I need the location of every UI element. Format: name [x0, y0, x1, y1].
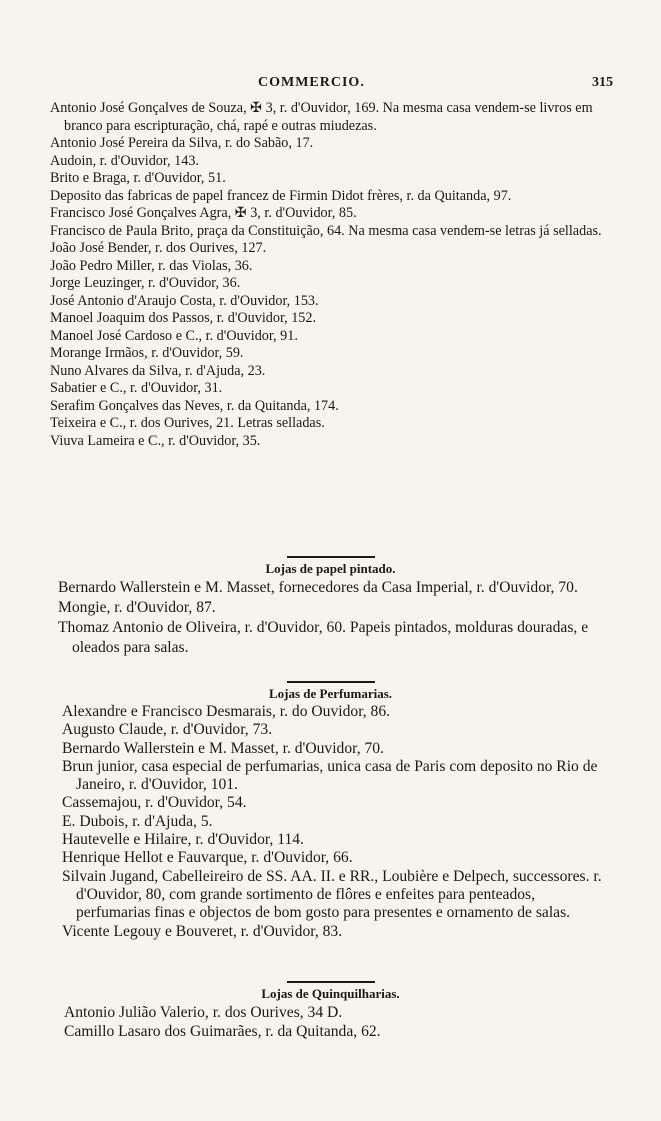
divider [287, 981, 375, 983]
list-item: João José Bender, r. dos Ourives, 127. [50, 240, 267, 256]
list-item: Henrique Hellot e Fauvarque, r. d'Ouvidor, 66. [62, 849, 353, 867]
list-item: Francisco de Paula Brito, praça da Constituição, 64. Na mesma casa vendem-se letras já selladas. [50, 222, 602, 239]
section-heading-wrap [0, 681, 661, 702]
list-item: Morange Irmãos, r. d'Ouvidor, 59. [50, 345, 244, 361]
list-item: Sabatier e C., r. d'Ouvidor, 31. [50, 380, 223, 396]
list-item: Thomaz Antonio de Oliveira, r. d'Ouvidor, 60. Papeis pintados, molduras douradas, e oleados para salas. [58, 619, 589, 656]
list-item: Antonio José Gonçalves de Souza, ✠ 3, r. d'Ouvidor, 169. Na mesma casa vendem-se livros em branco para escripturação, chá, rapé e outras miudezas. [50, 100, 593, 134]
list-item: Antonio José Pereira da Silva, r. do Sabão, 17. [50, 135, 314, 151]
list-item: Audoin, r. d'Ouvidor, 143. [50, 152, 199, 169]
list-item: José Antonio d'Araujo Costa, r. d'Ouvidor, 153. [50, 292, 319, 309]
section-hardware [0, 1004, 661, 1041]
list-item: Alexandre e Francisco Desmarais, r. do Ouvidor, 86. [62, 703, 391, 720]
list-item: Jorge Leuzinger, r. d'Ouvidor, 36. [50, 275, 241, 291]
list-item: Camillo Lasaro dos Guimarães, r. da Quitanda, 62. [64, 1022, 381, 1040]
divider [287, 681, 375, 683]
list-item: Vicente Legouy e Bouveret, r. d'Ouvidor, 83. [62, 922, 343, 940]
list-item: Brito e Braga, r. d'Ouvidor, 51. [50, 170, 226, 186]
list-item: Hautevelle e Hilaire, r. d'Ouvidor, 114. [62, 831, 304, 849]
section-wallpaper [0, 578, 661, 658]
list-item: Brun junior, casa especial de perfumarias, unica casa de Paris com deposito no Rio de Janeiro, r. d'Ouvidor, 101. [62, 757, 598, 794]
divider [287, 556, 375, 558]
section-heading-wrap [0, 981, 661, 1002]
list-item: Silvain Jugand, Cabelleireiro de SS. AA. II. e RR., Loubière e Delpech, successores. r. d'Ouvidor, 80, com grande sortimento de flôres e enfeites para penteados, perfumarias finas e objectos de bom gosto para presentes e ornamento de salas. [62, 867, 602, 922]
section-heading: Lojas de Perfumarias. [268, 686, 393, 701]
section-perfumeries [0, 703, 661, 941]
list-item: Nuno Alvares da Silva, r. d'Ajuda, 23. [50, 362, 266, 379]
section-heading: Lojas de papel pintado. [265, 561, 396, 576]
page-number: 315 [592, 75, 613, 90]
running-title: COMMERCIO. [258, 75, 365, 90]
list-item: Augusto Claude, r. d'Ouvidor, 73. [62, 721, 273, 739]
list-item: Deposito das fabricas de papel francez de Firmin Didot frères, r. da Quitanda, 97. [50, 187, 512, 204]
list-item: Bernardo Wallerstein e M. Masset, r. d'Ouvidor, 70. [62, 739, 384, 757]
list-item: Serafim Gonçalves das Neves, r. da Quitanda, 174. [50, 397, 339, 414]
list-item: Manoel José Cardoso e C., r. d'Ouvidor, 91. [50, 327, 298, 344]
list-item: Bernardo Wallerstein e M. Masset, fornecedores da Casa Imperial, r. d'Ouvidor, 70. [58, 579, 578, 596]
list-item: Francisco José Gonçalves Agra, ✠ 3, r. d'Ouvidor, 85. [50, 205, 357, 221]
section-heading-wrap [0, 556, 661, 577]
list-item: Cassemajou, r. d'Ouvidor, 54. [62, 794, 247, 812]
list-item: E. Dubois, r. d'Ajuda, 5. [62, 812, 213, 830]
section-heading: Lojas de Quinquilharias. [261, 986, 400, 1001]
section-stationers [0, 100, 661, 450]
list-item: João Pedro Miller, r. das Violas, 36. [50, 257, 253, 274]
page-header [0, 75, 661, 97]
list-item: Mongie, r. d'Ouvidor, 87. [58, 599, 216, 616]
list-item: Teixeira e C., r. dos Ourives, 21. Letras selladas. [50, 415, 325, 431]
list-item: Antonio Julião Valerio, r. dos Ourives, 34 D. [64, 1004, 343, 1021]
list-item: Viuva Lameira e C., r. d'Ouvidor, 35. [50, 432, 261, 449]
list-item: Manoel Joaquim dos Passos, r. d'Ouvidor, 152. [50, 310, 317, 326]
